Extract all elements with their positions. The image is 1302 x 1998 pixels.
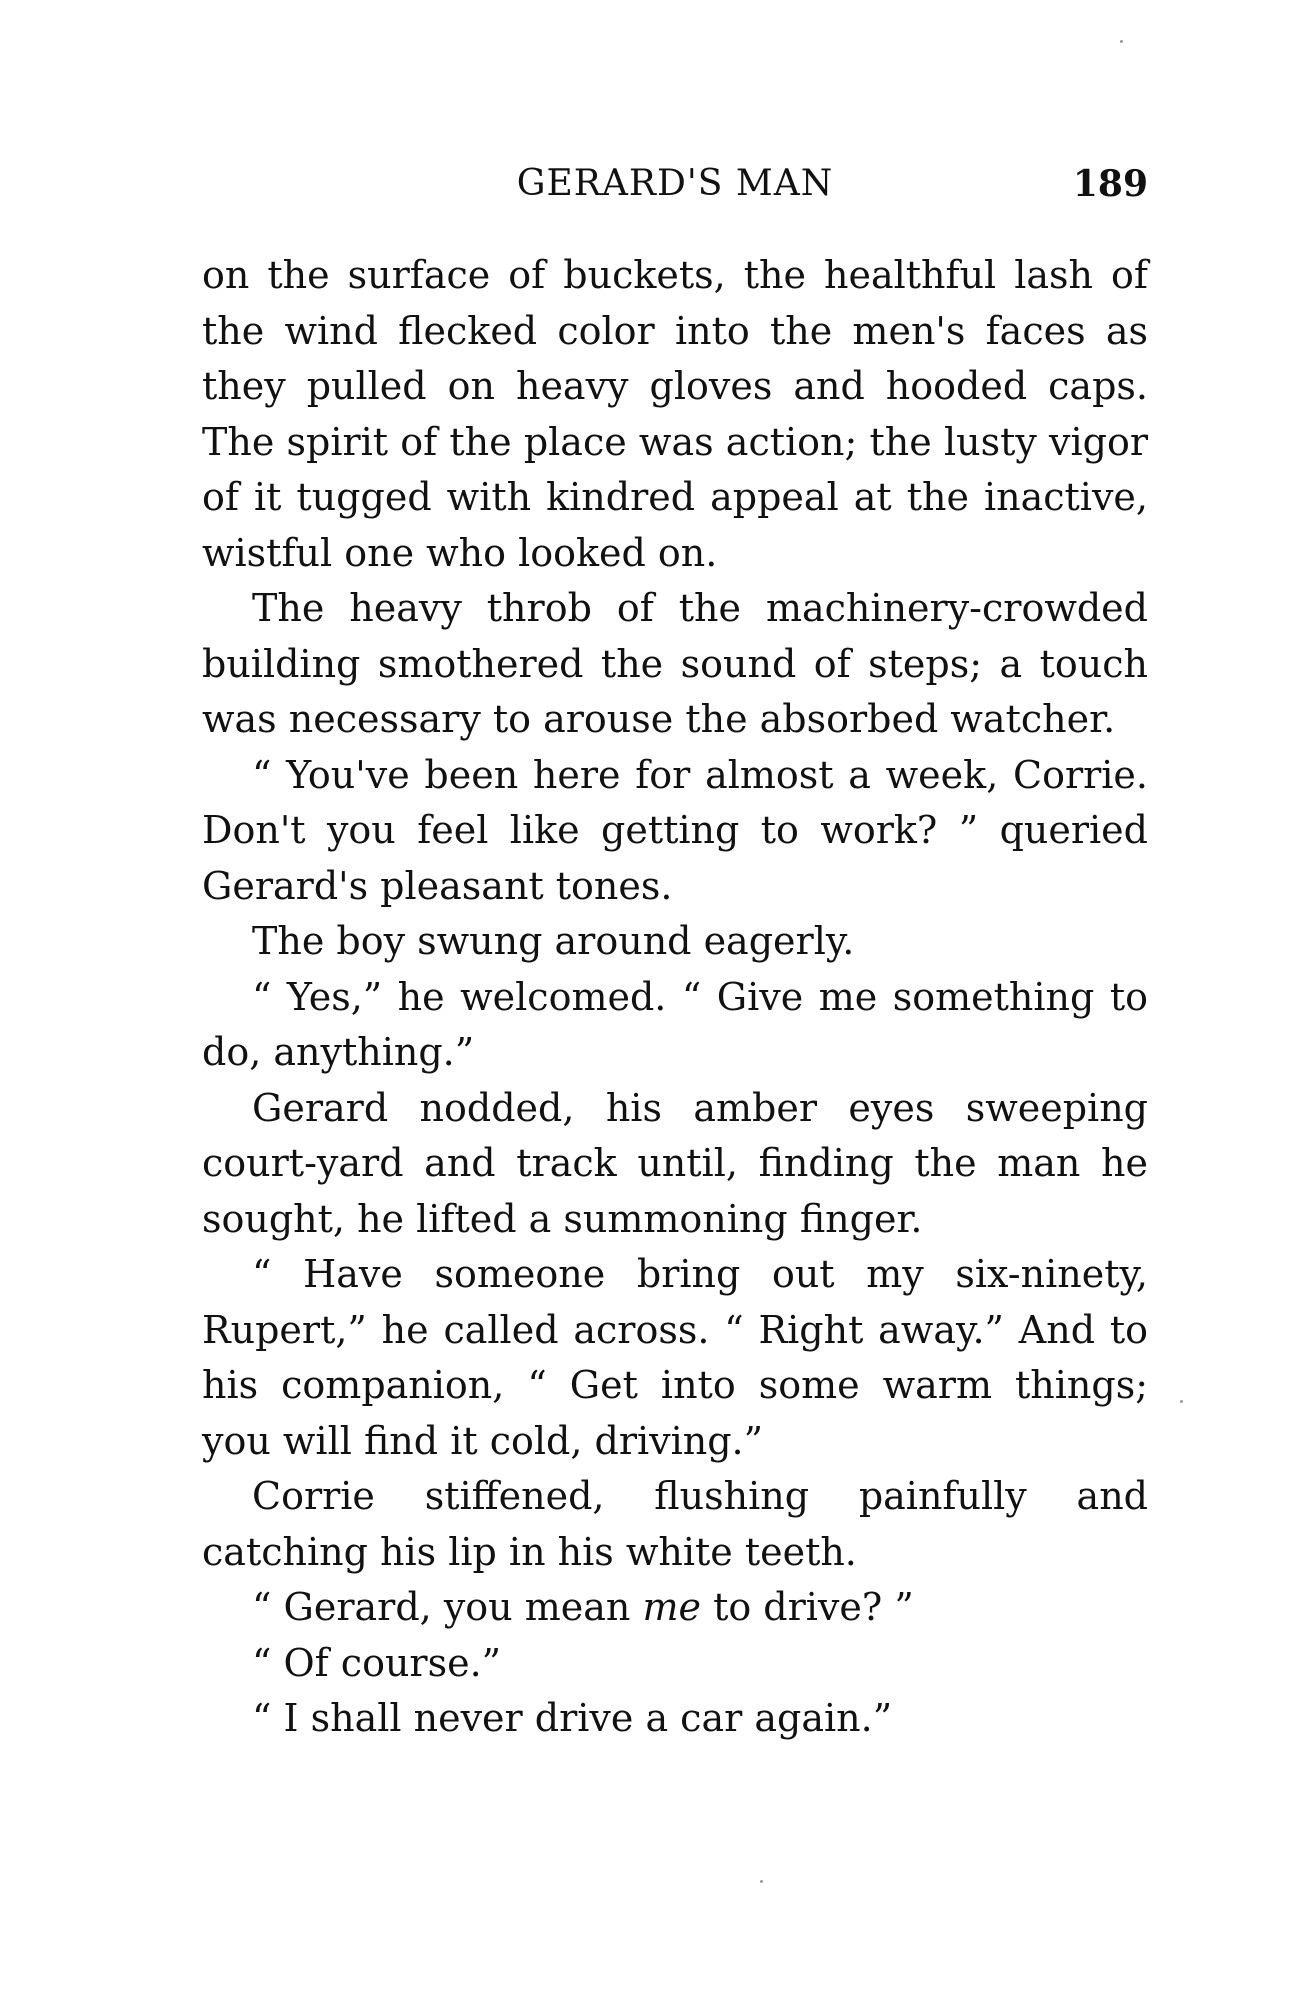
paragraph: “ You've been here for almost a week, Corrie. Don't you feel like getting to work? ” queried Gerard's pleasant tones.	[202, 752, 1148, 908]
paragraph: “ I shall never drive a car again.”	[252, 1696, 893, 1740]
running-title: GERARD'S MAN	[516, 163, 834, 204]
paragraph: “ Of course.”	[252, 1640, 502, 1685]
text-run: to drive? ”	[700, 1585, 914, 1629]
paper-speck	[1180, 1400, 1183, 1403]
paragraph: Corrie stiffened, flushing painfully and catching his lip in his white teeth.	[202, 1474, 1148, 1574]
paragraph: “ Have someone bring out my six-ninety, Rupert,” he called across. “ Right away.” And to his companion, “ Get into some warm things; you will find it cold, driving.”	[202, 1252, 1148, 1463]
paragraph: The boy swung around eagerly.	[252, 919, 855, 963]
paper-speck	[1120, 40, 1123, 43]
text-run: “ Gerard, you mean	[252, 1585, 643, 1629]
paragraph	[202, 1580, 1148, 1636]
paragraph: The heavy throb of the machinery-crowded building smothered the sound of steps; a touch was necessary to arouse the absorbed watcher.	[202, 586, 1148, 741]
paragraph: on the surface of buckets, the healthful lash of the wind flecked color into the men's faces as they pulled on heavy gloves and hooded caps. The spirit of the place was action; the lusty vigor of it tugged with kindred appeal at the inactive, wistful one who looked on.	[202, 253, 1148, 575]
paper-speck	[760, 1880, 763, 1883]
page-number: 189	[1072, 163, 1148, 205]
emphasized-word: me	[642, 1585, 701, 1629]
body-text	[202, 248, 1148, 1747]
paragraph: “ Yes,” he welcomed. “ Give me something to do, anything.”	[202, 974, 1148, 1074]
running-head	[202, 156, 1148, 212]
paragraph: Gerard nodded, his amber eyes sweeping court-yard and track until, finding the man he sought, he lifted a summoning finger.	[202, 1085, 1148, 1241]
